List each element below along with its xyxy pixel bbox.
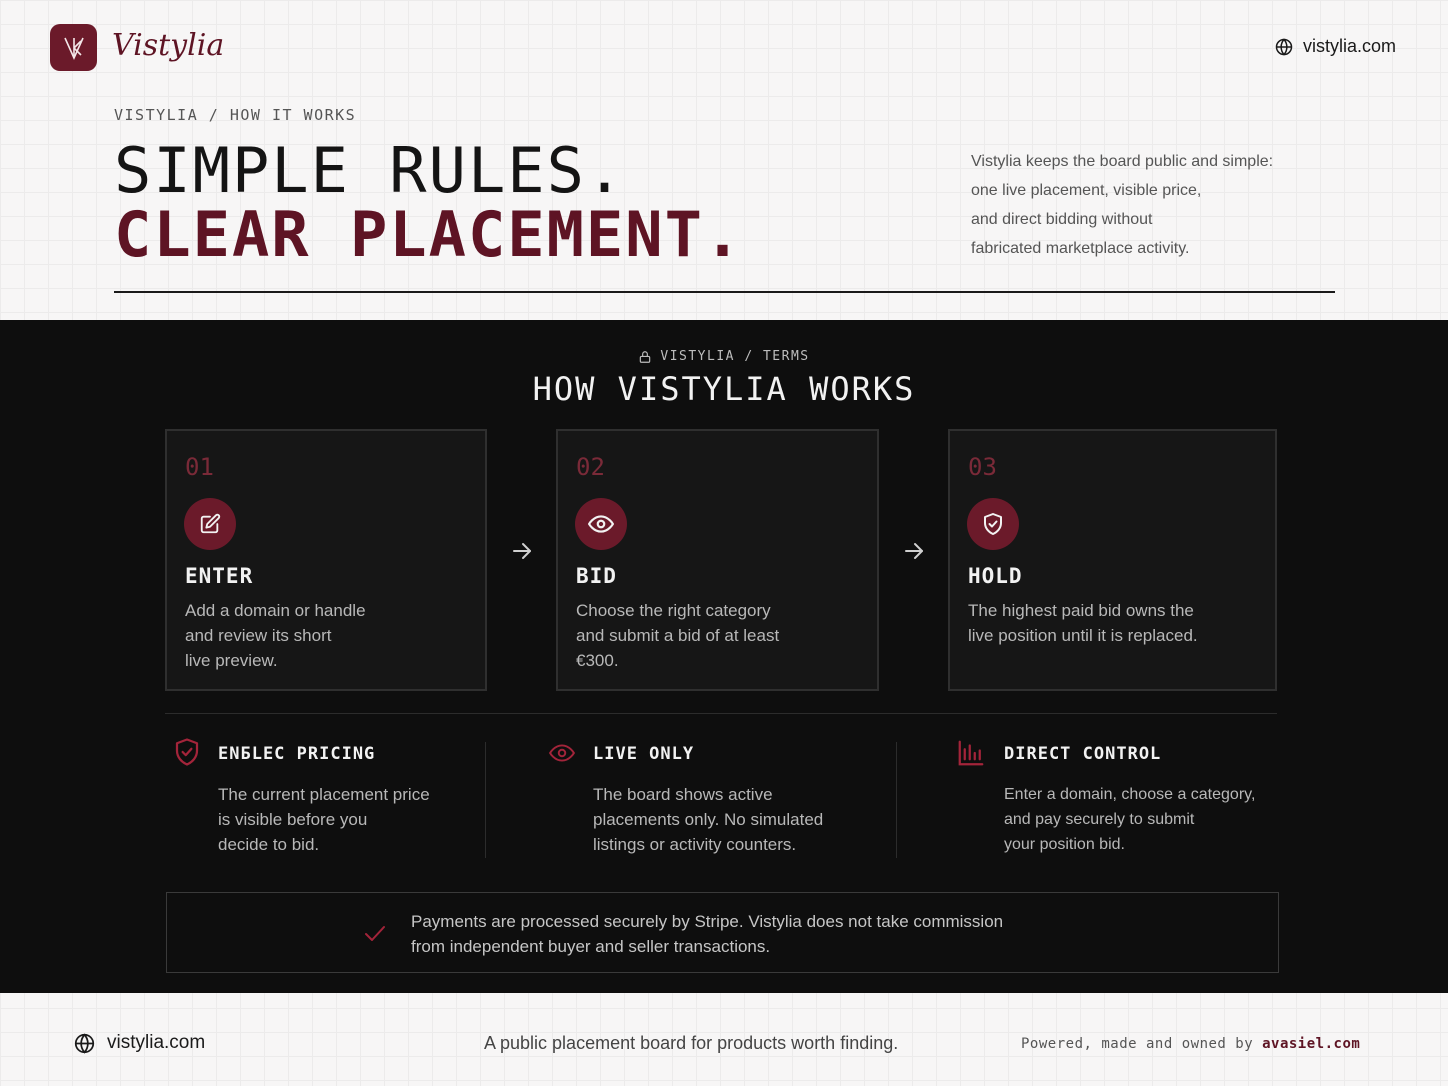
hero-divider bbox=[114, 291, 1335, 293]
step-description-line: and submit a bid of at least bbox=[576, 626, 780, 645]
feature-description-line: The current placement price bbox=[218, 785, 430, 804]
brand-name[interactable]: Vistylia bbox=[112, 28, 225, 63]
feature-separator bbox=[485, 742, 486, 858]
feature-description bbox=[1004, 782, 1294, 857]
hero-description-line: Vistylia keeps the board public and simple: bbox=[971, 153, 1274, 170]
feature-separator bbox=[896, 742, 897, 858]
terms-breadcrumb bbox=[0, 349, 1448, 364]
section-title: HOW VISTYLIA WORKS bbox=[532, 370, 916, 408]
bar-chart-icon bbox=[956, 738, 986, 768]
feature-description-line: and pay securely to submit bbox=[1004, 811, 1195, 828]
shield-check-icon bbox=[172, 736, 202, 768]
step-icon-badge bbox=[184, 498, 236, 550]
eye-icon bbox=[545, 740, 579, 766]
feature-description bbox=[593, 782, 873, 857]
step-description-line: Choose the right category bbox=[576, 601, 771, 620]
footer-site-label: vistylia.com bbox=[107, 1032, 206, 1053]
step-card-enter bbox=[165, 429, 487, 691]
feature-title: ENБLEC PRICING bbox=[218, 744, 376, 764]
lock-icon bbox=[638, 350, 652, 364]
globe-icon bbox=[1275, 38, 1293, 56]
step-description-line: Add a domain or handle bbox=[185, 601, 366, 620]
breadcrumb: VISTYLIA / HOW IT WORKS bbox=[114, 106, 357, 124]
shield-check-icon bbox=[981, 512, 1005, 536]
step-description-line: live preview. bbox=[185, 651, 278, 670]
check-icon bbox=[363, 921, 387, 945]
step-description bbox=[185, 598, 425, 673]
payment-notice-line: Payments are processed securely by Stripe. Vistylia does not take commission bbox=[411, 912, 1004, 931]
feature-description-line: placements only. No simulated bbox=[593, 810, 824, 829]
step-number: 01 bbox=[185, 453, 214, 481]
feature-description-line: decide to bid. bbox=[218, 835, 320, 854]
step-title: BID bbox=[576, 564, 617, 588]
feature-description-line: your position bid. bbox=[1004, 836, 1125, 853]
payment-notice-line: from independent buyer and seller transactions. bbox=[411, 937, 771, 956]
step-number: 02 bbox=[576, 453, 605, 481]
footer-powered-prefix: Powered, made and owned by bbox=[1021, 1036, 1254, 1052]
header-site-label: vistylia.com bbox=[1302, 36, 1396, 56]
feature-description bbox=[218, 782, 468, 857]
step-title: ENTER bbox=[185, 564, 254, 588]
step-card-hold bbox=[948, 429, 1277, 691]
eye-icon bbox=[588, 511, 614, 537]
edit-icon bbox=[199, 513, 221, 535]
globe-icon bbox=[74, 1033, 95, 1054]
logo-icon bbox=[59, 33, 89, 63]
arrow-right-icon bbox=[510, 539, 534, 563]
feature-description-line: The board shows active bbox=[593, 785, 773, 804]
terms-breadcrumb-label: VISTYLIA / TERMS bbox=[660, 349, 810, 364]
step-description-line: and review its short bbox=[185, 626, 332, 645]
footer-site-link[interactable] bbox=[74, 1032, 205, 1054]
logo-mark[interactable] bbox=[50, 24, 97, 71]
step-description bbox=[968, 598, 1228, 648]
arrow-right-icon bbox=[902, 539, 926, 563]
step-number: 03 bbox=[968, 453, 997, 481]
footer-tagline: A public placement board for products worth finding. bbox=[484, 1033, 899, 1053]
step-icon-badge bbox=[967, 498, 1019, 550]
hero-title-line1: SIMPLE RULES. bbox=[114, 134, 626, 207]
payment-notice-text bbox=[411, 909, 1091, 959]
hero-title-line2: CLEAR PLACEMENT. bbox=[114, 198, 744, 271]
feature-title: DIRECT CONTROL bbox=[1004, 744, 1162, 764]
step-icon-badge bbox=[575, 498, 627, 550]
step-description-line: The highest paid bid owns the bbox=[968, 601, 1194, 620]
feature-title: LIVE ONLY bbox=[593, 744, 695, 764]
step-card-bid bbox=[556, 429, 879, 691]
footer-owner-link[interactable]: avasiel.com bbox=[1262, 1036, 1361, 1052]
footer-powered-by bbox=[1021, 1036, 1360, 1052]
header-site-link[interactable] bbox=[1275, 36, 1396, 57]
feature-description-line: listings or activity counters. bbox=[593, 835, 797, 854]
hero-description-line: one live placement, visible price, bbox=[971, 182, 1202, 199]
step-title: HOLD bbox=[968, 564, 1023, 588]
step-description bbox=[576, 598, 826, 673]
hero-description bbox=[971, 147, 1331, 263]
hero-description-line: fabricated marketplace activity. bbox=[971, 240, 1190, 257]
step-description-line: €300. bbox=[576, 651, 619, 670]
feature-description-line: is visible before you bbox=[218, 810, 368, 829]
hero-description-line: and direct bidding without bbox=[971, 211, 1153, 228]
payment-notice bbox=[166, 892, 1279, 973]
how-it-works-section bbox=[0, 320, 1448, 993]
features-divider bbox=[165, 713, 1277, 714]
feature-description-line: Enter a domain, choose a category, bbox=[1004, 786, 1256, 803]
step-description-line: live position until it is replaced. bbox=[968, 626, 1198, 645]
